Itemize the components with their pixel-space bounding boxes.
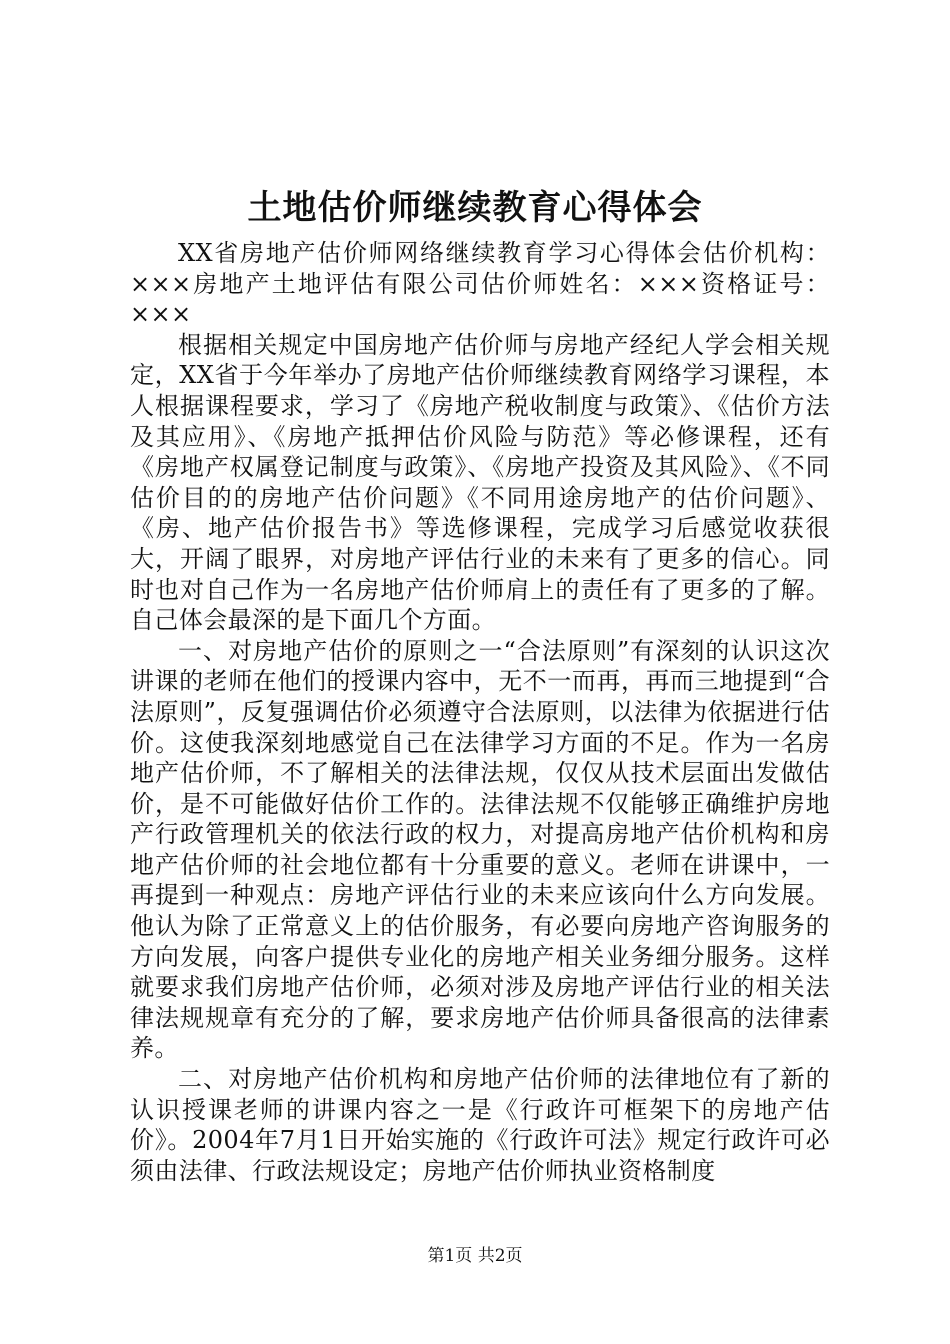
page-number-footer: 第1页 共2页 <box>427 1246 523 1266</box>
paragraph-introduction: 根据相关规定中国房地产估价师与房地产经纪人学会相关规定，XX省于今年举办了房地产估价师继续教育网络学习课程，本人根据课程要求，学习了《房地产税收制度与政策》、《估价方法及其应用》、《房地产抵押估价风险与防范》等必修课程，还有《房地产权属登记制度与政策》、《房地产投资及其风险》、《不同估价目的的房地产估价问题》《不同用途房地产的估价问题》、《房、地产估价报告书》等选修课程，完成学习后感觉收获很大，开阔了眼界，对房地产评估行业的未来有了更多的信心。同时也对自己作为一名房地产估价师肩上的责任有了更多的了解。自己体会最深的是下面几个方面。 <box>130 330 830 635</box>
paragraph-section-two: 二、对房地产估价机构和房地产估价师的法律地位有了新的认识授课老师的讲课内容之一是《行政许可框架下的房地产估价》。2004年7月1日开始实施的《行政许可法》规定行政许可必须由法律、行政法规设定；房地产估价师执业资格制度 <box>130 1065 830 1185</box>
document-body <box>130 238 830 1186</box>
document-title: 土地估价师继续教育心得体会 <box>247 188 703 228</box>
paragraph-header-info: XX省房地产估价师网络继续教育学习心得体会估价机构：×××房地产土地评估有限公司估价师姓名：×××资格证号：××× <box>130 239 830 329</box>
paragraph-section-one: 一、对房地产估价的原则之一“合法原则”有深刻的认识这次讲课的老师在他们的授课内容中，无不一而再，再而三地提到“合法原则”，反复强调估价必须遵守合法原则，以法律为依据进行估价。这使我深刻地感觉自己在法律学习方面的不足。作为一名房地产估价师，不了解相关的法律法规，仅仅从技术层面出发做估价，是不可能做好估价工作的。法律法规不仅能够正确维护房地产行政管理机关的依法行政的权力，对提高房地产估价机构和房地产估价师的社会地位都有十分重要的意义。老师在讲课中，一再提到一种观点：房地产评估行业的未来应该向什么方向发展。他认为除了正常意义上的估价服务，有必要向房地产咨询服务的方向发展，向客户提供专业化的房地产相关业务细分服务。这样就要求我们房地产估价师，必须对涉及房地产评估行业的相关法律法规规章有充分的了解，要求房地产估价师具备很高的法律素养。 <box>130 636 830 1063</box>
